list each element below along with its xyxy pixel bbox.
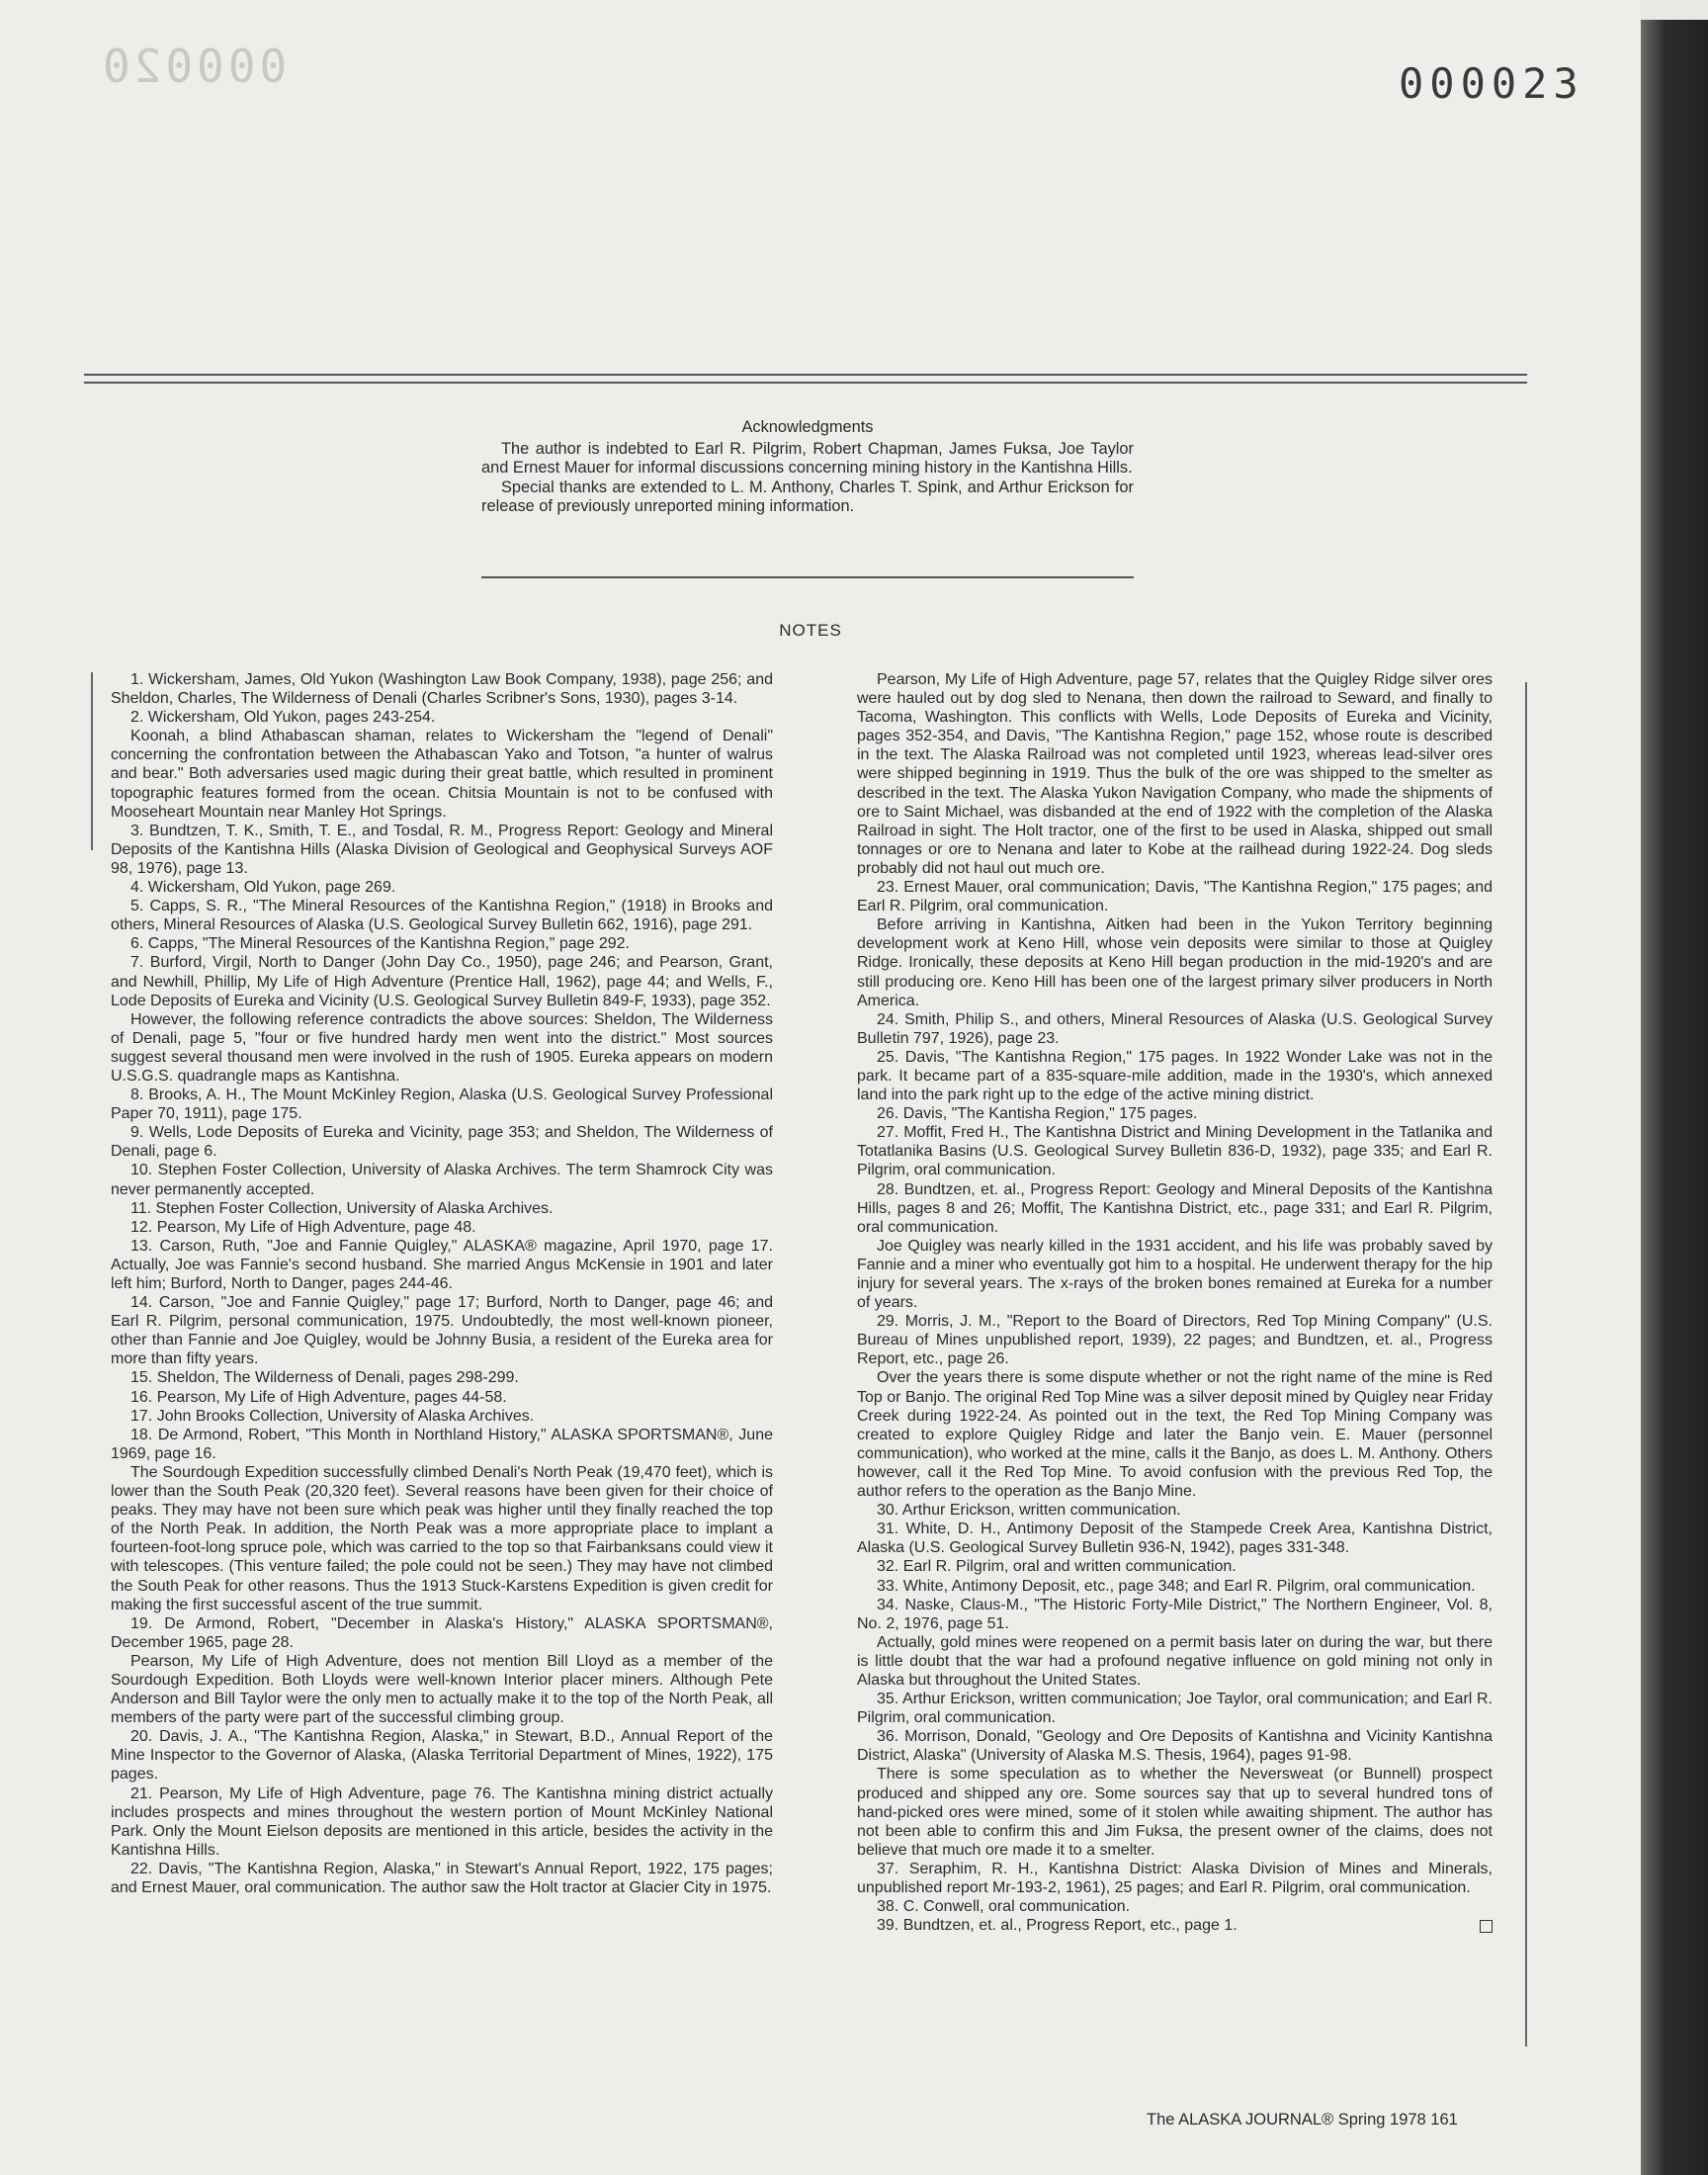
acknowledgments-paragraph: The author is indebted to Earl R. Pilgrim, Robert Chapman, James Fuksa, Joe Taylor and Ernest Mauer for informal discussions concerning mining history in the Kantishna Hills. [481, 439, 1134, 477]
journal-footer: The ALASKA JOURNAL® Spring 1978 161 [1147, 2111, 1458, 2129]
note-paragraph: However, the following reference contradicts the above sources: Sheldon, The Wilderness of Denali, page 5, "four or five hundred hardy men went into the district." Most sources suggest several thousand men were involved in the rush of 1905. Eureka appears on modern U.S.G.S. quadrangle maps as Kantishna. [111, 1010, 773, 1085]
note-paragraph: 21. Pearson, My Life of High Adventure, page 76. The Kantishna mining district actually includes prospects and mines throughout the western portion of Mount McKinley National Park. Only the Mount Eielson deposits are mentioned in this article, besides the activity in the Kantishna Hills. [111, 1784, 773, 1859]
acknowledgments-paragraph: Special thanks are extended to L. M. Anthony, Charles T. Spink, and Arthur Erickson for release of previously unreported mining information. [481, 478, 1134, 515]
note-paragraph: Actually, gold mines were reopened on a permit basis later on during the war, but there is little doubt that the war had a profound negative influence on gold mining not only in Alaska but throughout the United States. [857, 1633, 1493, 1689]
note-paragraph: 15. Sheldon, The Wilderness of Denali, pages 298-299. [130, 1369, 519, 1387]
note-paragraph: 7. Burford, Virgil, North to Danger (John Day Co., 1950), page 246; and Pearson, Grant, and Newhill, Phillip, My Life of High Adventure (Prentice Hall, 1962), page 44; and Wells, F., Lode Deposits of Eureka and Vicinity (U.S. Geological Survey Bulletin 849-F, 1933), page 352. [111, 954, 773, 1009]
note-paragraph: 28. Bundtzen, et. al., Progress Report: Geology and Mineral Deposits of the Kantishna Hills, pages 8 and 26; Moffit, The Kantishna District, etc., page 331; and Earl R. Pilgrim, oral communication. [857, 1180, 1493, 1236]
note-paragraph: 6. Capps, "The Mineral Resources of the Kantishna Region," page 292. [130, 935, 630, 953]
note-paragraph: 29. Morris, J. M., "Report to the Board of Directors, Red Top Mining Company" (U.S. Bureau of Mines unpublished report, 1939), 22 pages; and Bundtzen, et. al., Progress Report, etc., page 26. [857, 1313, 1493, 1368]
note-paragraph: 11. Stephen Foster Collection, University of Alaska Archives. [130, 1199, 554, 1217]
note-paragraph: The Sourdough Expedition successfully climbed Denali's North Peak (19,470 feet), which is lower than the South Peak (20,320 feet). Several reasons have been given for their choice of peaks. They may have not been sure which peak was higher until they finally reached the top of the North Peak. In addition, the North Peak was a more appropriate place to implant a fourteen-foot-long spruce pole, which was carried to the top so that Fairbanksans could view it with telescopes. (This venture failed; the pole could not be seen.) They may have not climbed the South Peak for other reasons. Thus the 1913 Stuck-Karstens Expedition is given credit for making the first successful ascent of the true summit. [111, 1463, 773, 1613]
note-paragraph: 27. Moffit, Fred H., The Kantishna District and Mining Development in the Tatlanika and Totatlanika Basins (U.S. Geological Survey Bulletin 836-D, 1932), page 335; and Earl R. Pilgrim, oral communication. [857, 1124, 1493, 1179]
stamped-page-number: 000023 [1399, 59, 1584, 108]
note-paragraph: 20. Davis, J. A., "The Kantishna Region, Alaska," in Stewart, B.D., Annual Report of the Mine Inspector to the Governor of Alaska, (Alaska Territorial Department of Mines, 1922), 175 pages. [111, 1728, 773, 1784]
note-paragraph: 39. Bundtzen, et. al., Progress Report, etc., page 1. [857, 1916, 1493, 1935]
note-paragraph: Pearson, My Life of High Adventure, page 57, relates that the Quigley Ridge silver ores were hauled out by dog sled to Nenana, then down the railroad to Seward, and finally to Tacoma, Washington. This conflicts with Wells, Lode Deposits of Eureka and Vicinity, pages 352-354, and Davis, "The Kantishna Region," page 152, whose route is described in the text. The Alaska Railroad was not completed until 1923, whereas lead-silver ores were shipped beginning in 1919. Thus the bulk of the ore was shipped to the smelter as described in the text. The Alaska Yukon Navigation Company, who made the shipments of ore to Saint Michael, was disbanded at the end of 1922 with the completion of the Alaska Railroad in sight. The Holt tractor, one of the first to be used in Alaska, shipped out small tonnages or ore to Nenana and later to Kobe at the railhead during 1922-24. Dog sleds probably did not haul out much ore. [857, 671, 1493, 877]
note-paragraph: Before arriving in Kantishna, Aitken had been in the Yukon Territory beginning development work at Keno Hill, whose vein deposits were similar to those at Quigley Ridge. Ironically, these deposits at Keno Hill began production in the mid-1920's and are still producing ore. Keno Hill has been one of the largest primary silver producers in North America. [857, 916, 1493, 1009]
note-paragraph: 35. Arthur Erickson, written communication; Joe Taylor, oral communication; and Earl R. Pilgrim, oral communication. [857, 1691, 1493, 1727]
note-paragraph: There is some speculation as to whether the Neversweat (or Bunnell) prospect produced and shipped any ore. Some sources say that up to several hundred tons of hand-picked ores were mined, some of it stolen while awaiting shipment. The author has not been able to confirm this and Jim Fuksa, the present owner of the claims, does not believe that much ore made it to a smelter. [857, 1766, 1493, 1859]
note-paragraph: 12. Pearson, My Life of High Adventure, page 48. [130, 1218, 476, 1236]
bleed-through-page-number: 000020 [99, 40, 288, 93]
top-rule-2 [84, 382, 1527, 384]
left-column-rule [91, 672, 93, 850]
note-paragraph: 14. Carson, "Joe and Fannie Quigley," page 17; Burford, North to Danger, page 46; and Earl R. Pilgrim, personal communication, 1975. Undoubtedly, the most well-known pioneer, other than Fannie and Joe Quigley, would be Johnny Busia, a resident of the Eureka area for more than fifty years. [111, 1294, 773, 1368]
note-paragraph: 9. Wells, Lode Deposits of Eureka and Vicinity, page 353; and Sheldon, The Wilderness of Denali, page 6. [111, 1124, 773, 1161]
note-paragraph: 25. Davis, "The Kantishna Region," 175 pages. In 1922 Wonder Lake was not in the park. It became part of a 835-square-mile addition, made in the 1930's, which annexed land into the park right up to the edge of the active mining district. [857, 1048, 1493, 1104]
note-paragraph: 17. John Brooks Collection, University of Alaska Archives. [130, 1407, 535, 1425]
note-paragraph: 1. Wickersham, James, Old Yukon (Washington Law Book Company, 1938), page 256; and Sheldon, Charles, The Wilderness of Denali (Charles Scribner's Sons, 1930), pages 3-14. [111, 671, 773, 708]
end-of-article-mark [1480, 1920, 1493, 1933]
acknowledgments-title: Acknowledgments [741, 418, 874, 436]
note-paragraph: 32. Earl R. Pilgrim, oral and written communication. [877, 1558, 1237, 1576]
note-paragraph: 19. De Armond, Robert, "December in Alaska's History," ALASKA SPORTSMAN®, December 1965, page 28. [111, 1614, 773, 1651]
note-paragraph: 26. Davis, "The Kantisha Region," 175 pages. [877, 1105, 1198, 1123]
note-paragraph: 34. Naske, Claus-M., "The Historic Forty-Mile District," The Northern Engineer, Vol. 8, No. 2, 1976, page 51. [857, 1596, 1493, 1632]
note-paragraph: 31. White, D. H., Antimony Deposit of the Stampede Creek Area, Kantishna District, Alaska (U.S. Geological Survey Bulletin 936-N, 1942), pages 331-348. [857, 1521, 1493, 1557]
note-paragraph: 18. De Armond, Robert, "This Month in Northland History," ALASKA SPORTSMAN®, June 1969, page 16. [111, 1426, 773, 1462]
note-paragraph: 24. Smith, Philip S., and others, Mineral Resources of Alaska (U.S. Geological Survey Bulletin 797, 1926), page 23. [857, 1010, 1493, 1047]
notes-right-column [857, 670, 1493, 1935]
acknowledgments-rule [481, 576, 1134, 578]
note-paragraph: 36. Morrison, Donald, "Geology and Ore Deposits of Kantishna and Vicinity Kantishna District, Alaska" (University of Alaska M.S. Thesis, 1964), pages 91-98. [857, 1728, 1493, 1765]
notes-left-column [111, 670, 773, 1897]
scan-edge-shadow [1641, 20, 1708, 2175]
note-paragraph: 13. Carson, Ruth, "Joe and Fannie Quigley," ALASKA® magazine, April 1970, page 17. Actually, Joe was Fannie's second husband. She married Angus McKensie in 1901 and later left him; Burford, North to Danger, pages 244-46. [111, 1237, 773, 1292]
note-paragraph: 10. Stephen Foster Collection, University of Alaska Archives. The term Shamrock City was never permanently accepted. [111, 1162, 773, 1198]
note-paragraph: Koonah, a blind Athabascan shaman, relates to Wickersham the "legend of Denali" concerning the confrontation between the Athabascan Yako and Totson, "a hunter of walrus and bear." Both adversaries used magic during their great battle, which resulted in prominent topographic features formed from the ocean. Chitsia Mountain is not to be confused with Mooseheart Mountain near Manley Hot Springs. [111, 728, 773, 821]
note-paragraph: 38. C. Conwell, oral communication. [877, 1898, 1131, 1916]
note-paragraph: 33. White, Antimony Deposit, etc., page 348; and Earl R. Pilgrim, oral communication. [877, 1577, 1476, 1595]
right-column-rule [1525, 682, 1527, 2046]
note-paragraph: 2. Wickersham, Old Yukon, pages 243-254. [130, 709, 436, 727]
top-rule-1 [84, 374, 1527, 376]
note-paragraph: 30. Arthur Erickson, written communication. [877, 1502, 1181, 1520]
acknowledgments-section [481, 418, 1134, 517]
note-paragraph: 37. Seraphim, R. H., Kantishna District: Alaska Division of Mines and Minerals, unpublished report Mr-193-2, 1961), 25 pages; and Earl R. Pilgrim, oral communication. [857, 1860, 1493, 1896]
note-paragraph: Pearson, My Life of High Adventure, does not mention Bill Lloyd as a member of the Sourdough Expedition. Both Lloyds were well-known Interior placer miners. Although Pete Anderson and Bill Taylor were the only men to actually make it to the top of the North Peak, all members of the party were part of the successful climbing group. [111, 1652, 773, 1727]
note-paragraph: 16. Pearson, My Life of High Adventure, pages 44-58. [130, 1388, 507, 1406]
note-paragraph: 3. Bundtzen, T. K., Smith, T. E., and Tosdal, R. M., Progress Report: Geology and Mineral Deposits of the Kantishna Hills (Alaska Division of Geological and Geophysical Surveys AOF 98, 1976), page 13. [111, 822, 773, 877]
note-paragraph: Joe Quigley was nearly killed in the 1931 accident, and his life was probably saved by Fannie and a miner who eventually got him to a hospital. He underwent therapy for the hip injury for several years. The x-rays of the broken bones remained at Eureka for a number of years. [857, 1237, 1493, 1312]
note-paragraph: 23. Ernest Mauer, oral communication; Davis, "The Kantishna Region," 175 pages; and Earl R. Pilgrim, oral communication. [857, 879, 1493, 915]
note-paragraph: 5. Capps, S. R., "The Mineral Resources of the Kantishna Region," (1918) in Brooks and others, Mineral Resources of Alaska (U.S. Geological Survey Bulletin 662, 1916), page 291. [111, 898, 773, 934]
note-paragraph: 22. Davis, "The Kantishna Region, Alaska," in Stewart's Annual Report, 1922, 175 pages; and Ernest Mauer, oral communication. The author saw the Holt tractor at Glacier City in 1975. [111, 1860, 773, 1896]
notes-title: NOTES [779, 621, 842, 640]
note-paragraph: 4. Wickersham, Old Yukon, page 269. [130, 879, 396, 897]
note-paragraph: 8. Brooks, A. H., The Mount McKinley Region, Alaska (U.S. Geological Survey Professional Paper 70, 1911), page 175. [111, 1087, 773, 1123]
note-paragraph: Over the years there is some dispute whether or not the right name of the mine is Red Top or Banjo. The original Red Top Mine was a silver deposit mined by Quigley near Friday Creek during 1922-24. As pointed out in the text, the Red Top Mining Company was created to explore Quigley Ridge and later the Banjo vein. E. Mauer (personnel communication), who worked at the mine, calls it the Banjo, as does L. M. Anthony. Others however, call it the Red Top Mine. To avoid confusion with the previous Red Top, the author refers to the operation as the Banjo Mine. [857, 1369, 1493, 1501]
